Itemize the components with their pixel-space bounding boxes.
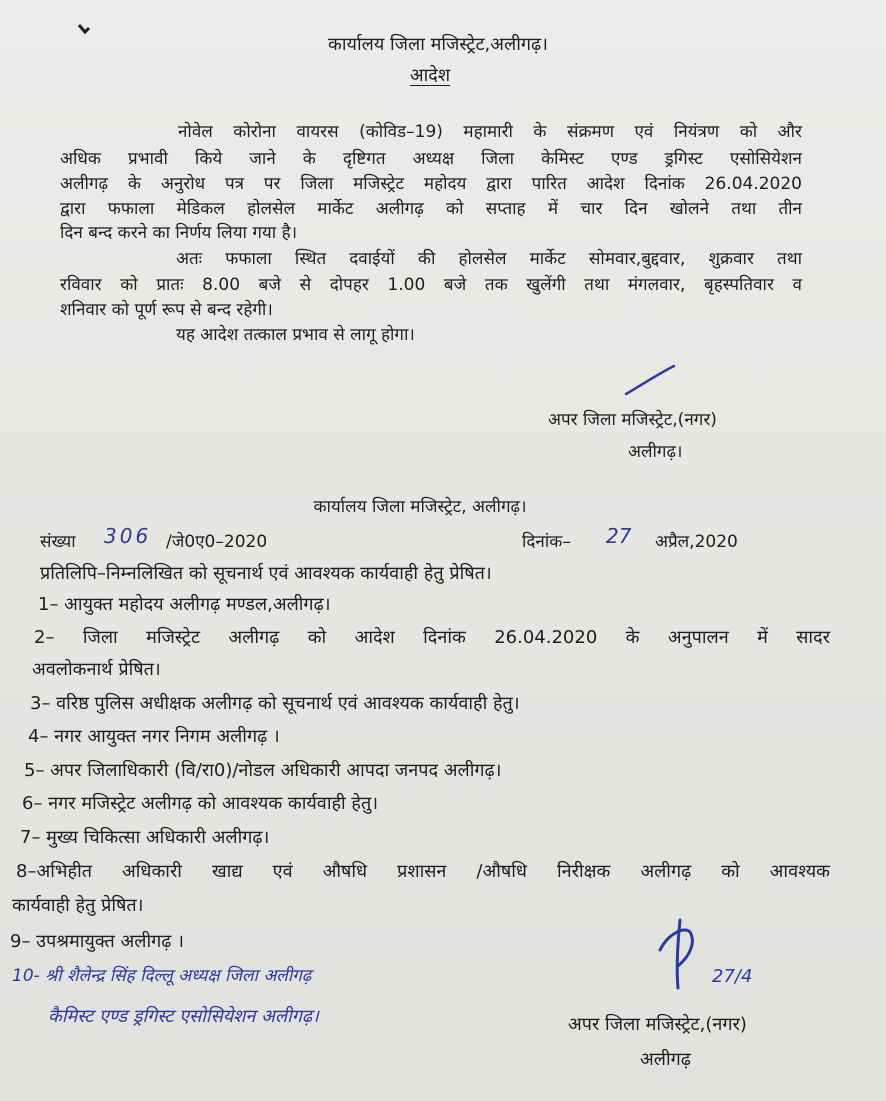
copy-item-2-cont: अवलोकनार्थ प्रेषित। [32,659,161,680]
copy-item-7: 7– मुख्य चिकित्सा अधिकारी अलीगढ़। [20,827,270,848]
copy-item-1: 1– आयुक्त महोदय अलीगढ़ मण्डल,अलीगढ़। [38,594,331,615]
copy-item-6: 6– नगर मजिस्ट्रेट अलीगढ़ को आवश्यक कार्यवाही हेतु। [22,793,379,814]
body-line-4: द्वारा फफाला मेडिकल होलसेल मार्केट अलीगढ़ को सप्ताह में चार दिन खोलने तथा तीन [60,199,802,219]
ref-number-suffix: /जे0ए0–2020 [166,532,268,552]
handwritten-item-10-line1: 10- श्री शैलेन्द्र सिंह दिल्लू अध्यक्ष जिला अलीगढ़ [12,966,312,986]
body-line-1: नोवेल कोरोना वायरस (कोविड–19) महामारी के संक्रमण एवं नियंत्रण को और [178,122,802,142]
copy-item-4: 4– नगर आयुक्त नगर निगम अलीगढ़ । [28,726,280,747]
endorsement-office: कार्यालय जिला मजिस्ट्रेट, अलीगढ़। [313,497,527,517]
signature-date: 27/4 [712,966,753,987]
body-line-6: अतः फफाला स्थित दवाईयों की होलसेल मार्केट सोमवार,बुद्दवार, शुक्रवार तथा [176,249,802,269]
office-header: कार्यालय जिला मजिस्ट्रेट,अलीगढ़। [328,34,548,55]
handwritten-item-10-line2: कैमिस्ट एण्ड ड्रगिस्ट एसोसियेशन अलीगढ़। [48,1006,319,1027]
copy-item-8: 8–अभिहीत अधिकारी खाद्य एवं औषधि प्रशासन /औषधि निरीक्षक अलीगढ़ को आवश्यक [16,861,830,882]
date-prefix: दिनांक– [522,532,571,552]
signatory-2-designation: अपर जिला मजिस्ट्रेट,(नगर) [568,1014,747,1035]
body-line-3: अलीगढ़ के अनुरोध पत्र पर जिला मजिस्ट्रेट महोदय द्वारा पारित आदेश दिनांक 26.04.2020 [60,174,802,194]
copy-item-3: 3– वरिष्ठ पुलिस अधीक्षक अलीगढ़ को सूचनार्थ एवं आवश्यक कार्यवाही हेतु। [30,693,520,714]
copy-intro: प्रतिलिपि–निम्नलिखित को सूचनार्थ एवं आवश्यक कार्यवाही हेतु प्रेषित। [40,563,492,584]
body-line-2: अधिक प्रभावी किये जाने के दृष्टिगत अध्यक्ष जिला केमिस्ट एण्ड ड्रगिस्ट एसोसियेशन [60,149,802,169]
signatory-1-place: अलीगढ़। [628,442,683,462]
body-line-5: दिन बन्द करने का निर्णय लिया गया है। [60,223,298,243]
ink-mark [76,22,92,40]
order-title: आदेश [409,65,451,86]
signature-2 [650,910,780,1010]
ref-number-prefix: संख्या [40,532,76,552]
date-suffix: अप्रैल,2020 [655,532,738,552]
copy-item-9: 9– उपश्रमायुक्त अलीगढ़ । [10,931,184,952]
copy-item-8-cont: कार्यवाही हेतु प्रेषित। [12,895,144,916]
ref-number-handwritten: 306 [104,524,152,548]
signatory-2-place: अलीगढ़ [640,1049,691,1070]
date-handwritten: 27 [606,524,632,548]
copy-item-5: 5– अपर जिलाधिकारी (वि/रा0)/नोडल अधिकारी आपदा जनपद अलीगढ़। [24,760,502,781]
body-line-9: यह आदेश तत्काल प्रभाव से लागू होगा। [176,325,415,345]
signatory-1-designation: अपर जिला मजिस्ट्रेट,(नगर) [548,410,717,430]
signature-stroke [620,362,680,402]
body-line-8: शनिवार को पूर्ण रूप से बन्द रहेगी। [60,300,273,320]
body-line-7: रविवार को प्रातः 8.00 बजे से दोपहर 1.00 बजे तक खुलेंगी तथा मंगलवार, बृहस्पतिवार व [60,275,802,295]
copy-item-2: 2– जिला मजिस्ट्रेट अलीगढ़ को आदेश दिनांक 26.04.2020 के अनुपालन में सादर [34,627,830,648]
